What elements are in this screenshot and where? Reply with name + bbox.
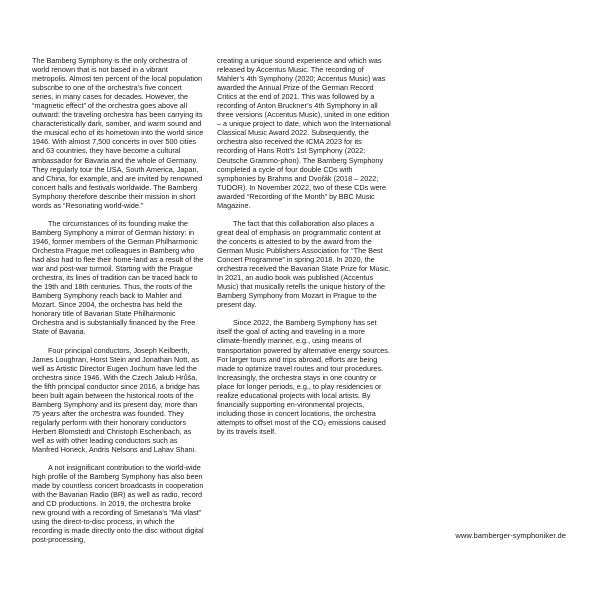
- website-url[interactable]: www.bamberger-symphoniker.de: [455, 531, 566, 540]
- left-text-column: [32, 56, 204, 545]
- paragraph-climate: Since 2022, the Bamberg Symphony has set itself the goal of acting and traveling in a more climate-friendly manner, e.g., using means of transportation powered by alternative energy sources. For larger tours and trips abroad, efforts are being made to optimize travel routes and tour procedures. Increasingly, the orchestra stays in one country or place for longer periods, e.g., to play residencies or realize educational projects with local artists. By financially supporting en-vironmental projects, including those in concert locations, the orchestra attempts to offset most of the CO₂ emissions caused by its travels itself.: [217, 318, 390, 436]
- paragraph-founding: The circumstances of its founding make the Bamberg Symphony a mirror of German history: in 1946, former members of the German Philharmonic Orchestra Prague met colleagues in Bamberg who had also had to flee their home-land as a result of the war and post-war turmoil. Starting with the Prague orchestra, its lines of tradition can be traced back to the 19th and 18th centuries. Thus, the roots of the Bamberg Symphony reach back to Mahler and Mozart. Since 2004, the orchestra has held the honorary title of Bavarian State Philharmonic Orchestra and is substantially financed by the Free State of Bavaria.: [32, 218, 204, 337]
- right-text-column: [217, 56, 392, 436]
- paragraph-recordings-continued: creating a unique sound experience and which was released by Accentus Music. The recording of Mahler’s 4th Symphony (2020; Accentus Music) was awarded the Annual Prize of the German Record Critics at the end of 2021. This was followed by a recording of Anton Bruckner’s 4th Symphony in all three versions (Accentus Music), united in one edition – a unique project to date, which won the International Classical Music Award 2022. Subsequently, the orchestra also received the ICMA 2023 for its recording of Hans Rott’s 1st Symphony (2022; Deutsche Grammo-phon). The Bamberg Symphony completed a cycle of four double CDs with symphonies by Brahms and Dvořák (2018 – 2022; TUDOR). In November 2022, two of these CDs were awarded “Recording of the Month” by BBC Music Magazine.: [217, 56, 391, 210]
- paragraph-intro: The Bamberg Symphony is the only orchestra of world renown that is not based in a vibrant metropolis. Almost ten percent of the local population subscribe to one of the orchestra’s five concert series, in many cases for decades. However, the “magnetic effect” of the orchestra goes above all outward: the traveling orchestra has been carrying its characteristically dark, somber, and warm sound and the musical echo of its hometown into the world since 1946. With almost 7,500 concerts in over 500 cities and 63 countries, they have become a cultural ambassador for Bavaria and the whole of Germany. They regularly tour the USA, South America, Japan, and China, for example, and are invited by renowned concert halls and festivals worldwide. The Bamberg Symphony therefore describe their mission in short words as “Resonating world-wide.”: [32, 56, 204, 210]
- paragraph-recordings: A not insignificant contribution to the world-wide high profile of the Bamberg Symphony has also been made by countless concert broadcasts in cooperation with the Bavarian Radio (BR) as well as radio, record and CD productions. In 2019, the orchestra broke new ground with a recording of Smetana’s “Má vlast” using the direct-to-disc process, in which the recording is made directly onto the disc without digital post-processing,: [32, 463, 204, 545]
- paragraph-programme-awards: The fact that this collaboration also places a great deal of emphasis on programmatic content at the concerts is attested to by the award from the German Music Publishers Association for “The Best Concert Programme” in spring 2018. In 2020, the orchestra received the Bavarian State Prize for Music. In 2021, an audio book was published (Accentus Music) that musically retells the unique history of the Bamberg Symphony from Mozart in Prague to the present day.: [217, 218, 391, 310]
- paragraph-conductors: Four principal conductors, Joseph Keilberth, James Loughran, Horst Stein and Jonathan Nott, as well as Artistic Director Eugen Jochum have led the orchestra since 1946. With the Czech Jakub Hrůša, the fifth principal conductor since 2016, a bridge has been built again between the historical roots of the Bamberg Symphony and its present day, more than 75 years after the orchestra was founded. They regularly perform with their honorary conductors Herbert Blomstedt and Christoph Eschenbach, as well as with other leading conductors such as Manfred Honeck, Andris Nelsons and Lahav Shani.: [32, 345, 200, 455]
